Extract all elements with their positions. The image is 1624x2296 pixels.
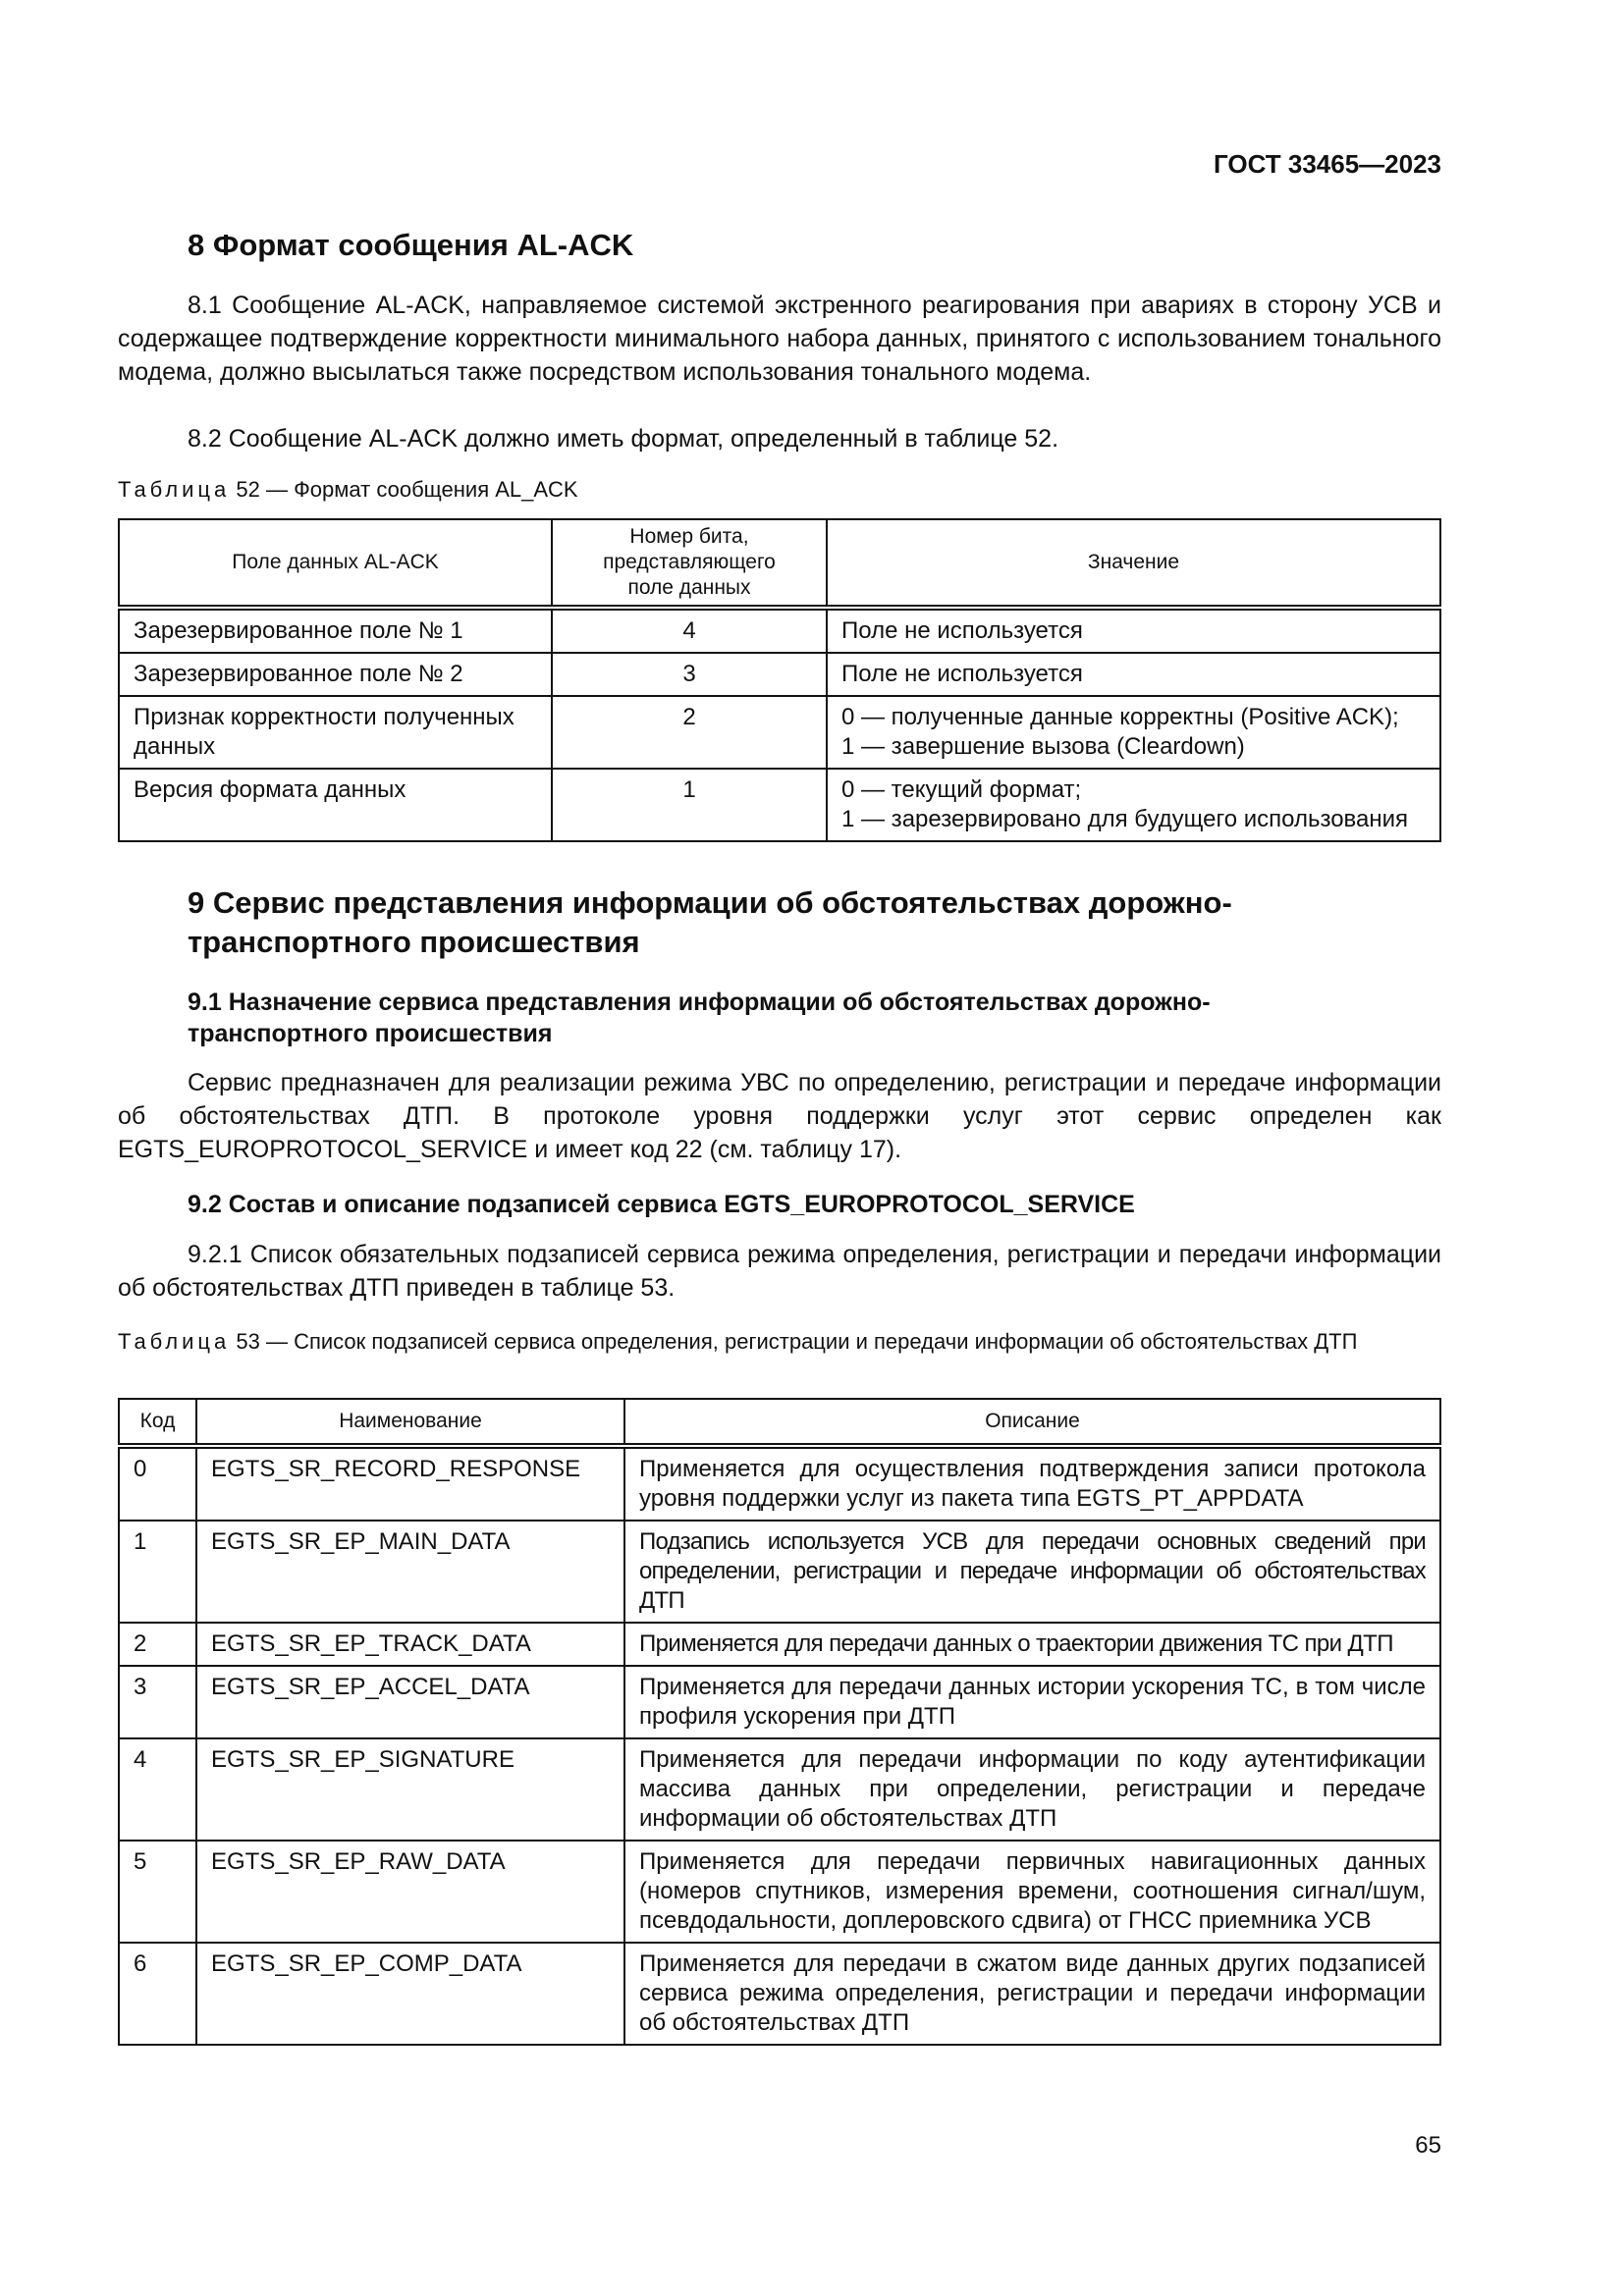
field-cell: Версия формата данных	[119, 769, 552, 841]
field-cell: Признак корректности полученных данных	[119, 696, 552, 769]
table-52	[118, 518, 1441, 842]
value-cell	[827, 696, 1440, 769]
section-9-1-heading: 9.1 Назначение сервиса представления информации об обстоятельствах дорожно-транспортного происшествия	[188, 988, 1211, 1047]
bit-cell: 3	[552, 653, 827, 696]
description-cell: Применяется для осуществления подтверждения записи протокола уровня поддержки услуг из пакета типа EGTS_PT_APPDATA	[624, 1446, 1440, 1521]
table-row	[119, 1521, 1440, 1623]
paragraph-8-1: 8.1 Сообщение AL-ACK, направляемое системой экстренного реагирования при авариях в сторону УСВ и содержащее подтверждение корректности минимального набора данных, принятого с использованием тонального модема, должно высылаться также посредством использования тонального модема.	[118, 292, 1441, 386]
code-cell: 3	[119, 1666, 196, 1738]
description-cell: Применяется для передачи информации по коду аутентификации массива данных при определении, регистрации и передаче информации об обстоятельствах ДТП	[624, 1738, 1440, 1841]
description-cell: Применяется для передачи первичных навигационных данных (номеров спутников, измерения времени, соотношения сигнал/шум, псевдодальности, доплеровского сдвига) от ГНСС приемника УСВ	[624, 1841, 1440, 1943]
table-row	[119, 1623, 1440, 1666]
column-header: Код	[119, 1399, 196, 1446]
field-cell: Зарезервированное поле № 1	[119, 608, 552, 653]
name-cell: EGTS_SR_RECORD_RESPONSE	[196, 1446, 624, 1521]
field-cell: Зарезервированное поле № 2	[119, 653, 552, 696]
table-row	[119, 1446, 1440, 1521]
paragraph-8-2: 8.2 Сообщение AL-ACK должно иметь формат, определенный в таблице 52.	[188, 425, 1059, 453]
name-cell: EGTS_SR_EP_ACCEL_DATA	[196, 1666, 624, 1738]
paragraph-9-1: Сервис предназначен для реализации режима УВС по определению, регистрации и передаче информации об обстоятельствах ДТП. В протоколе уровня поддержки услуг этот сервис определен как EGTS_EUROPROTOCOL_SERVICE и имеет код 22 (см. таблицу 17).	[118, 1069, 1441, 1163]
table-row	[119, 696, 1440, 769]
column-header: Описание	[624, 1399, 1440, 1446]
description-cell: Применяется для передачи в сжатом виде данных других подзаписей сервиса режима определения, регистрации и передачи информации об обстоятельствах ДТП	[624, 1943, 1440, 2045]
name-cell: EGTS_SR_EP_RAW_DATA	[196, 1841, 624, 1943]
code-cell: 1	[119, 1521, 196, 1623]
column-header: Наименование	[196, 1399, 624, 1446]
name-cell: EGTS_SR_EP_SIGNATURE	[196, 1738, 624, 1841]
table-row	[119, 1666, 1440, 1738]
table-row	[119, 1943, 1440, 2045]
code-cell: 4	[119, 1738, 196, 1841]
table-52-caption	[118, 475, 1441, 504]
code-cell: 2	[119, 1623, 196, 1666]
section-9-2-heading: 9.2 Состав и описание подзаписей сервиса EGTS_EUROPROTOCOL_SERVICE	[188, 1191, 1135, 1218]
description-cell: Подзапись используется УСВ для передачи основных сведений при определении, регистрации и передаче информации об обстоятельствах ДТП	[624, 1521, 1440, 1623]
table-row	[119, 653, 1440, 696]
name-cell: EGTS_SR_EP_COMP_DATA	[196, 1943, 624, 2045]
page-number: 65	[1415, 2132, 1441, 2159]
bit-cell: 1	[552, 769, 827, 841]
value-cell: Поле не используется	[827, 653, 1440, 696]
table-row	[119, 769, 1440, 841]
paragraph-9-2-1: 9.2.1 Список обязательных подзаписей сервиса режима определения, регистрации и передачи информации об обстоятельствах ДТП приведен в таблице 53.	[118, 1241, 1441, 1302]
description-cell: Применяется для передачи данных о траектории движения ТС при ДТП	[624, 1623, 1440, 1666]
value-cell: Поле не используется	[827, 608, 1440, 653]
table-row	[119, 1841, 1440, 1943]
column-header: Поле данных AL-ACK	[119, 519, 552, 608]
value-line: 0 — текущий формат;	[841, 776, 1082, 803]
value-line: 0 — полученные данные корректны (Positive ACK);	[841, 704, 1399, 730]
table-row	[119, 1738, 1440, 1841]
description-cell: Применяется для передачи данных истории ускорения ТС, в том числе профиля ускорения при ДТП	[624, 1666, 1440, 1738]
name-cell: EGTS_SR_EP_MAIN_DATA	[196, 1521, 624, 1623]
value-cell	[827, 769, 1440, 841]
bit-cell: 2	[552, 696, 827, 769]
caption-text: 53 — Список подзаписей сервиса определения, регистрации и передачи информации об обстоятельствах ДТП	[236, 1329, 1358, 1354]
code-cell: 5	[119, 1841, 196, 1943]
value-line: 1 — зарезервировано для будущего использования	[841, 806, 1409, 832]
code-cell: 6	[119, 1943, 196, 2045]
bit-cell: 4	[552, 608, 827, 653]
table-53	[118, 1398, 1441, 2046]
section-8-heading: 8 Формат сообщения AL-ACK	[188, 228, 634, 262]
table-row	[119, 608, 1440, 653]
code-cell: 0	[119, 1446, 196, 1521]
value-line: 1 — завершение вызова (Cleardown)	[841, 733, 1245, 760]
name-cell: EGTS_SR_EP_TRACK_DATA	[196, 1623, 624, 1666]
document-header: ГОСТ 33465—2023	[1214, 149, 1441, 179]
caption-label: Таблица	[118, 1329, 231, 1354]
section-9-heading: 9 Сервис представления информации об обстоятельствах дорожно-транспортного происшествия	[188, 885, 1232, 959]
table-53-caption	[118, 1327, 1441, 1356]
column-header: Номер бита, представляющего поле данных	[552, 519, 827, 608]
caption-label: Таблица	[118, 477, 231, 502]
caption-text: 52 — Формат сообщения AL_ACK	[236, 477, 578, 502]
column-header: Значение	[827, 519, 1440, 608]
